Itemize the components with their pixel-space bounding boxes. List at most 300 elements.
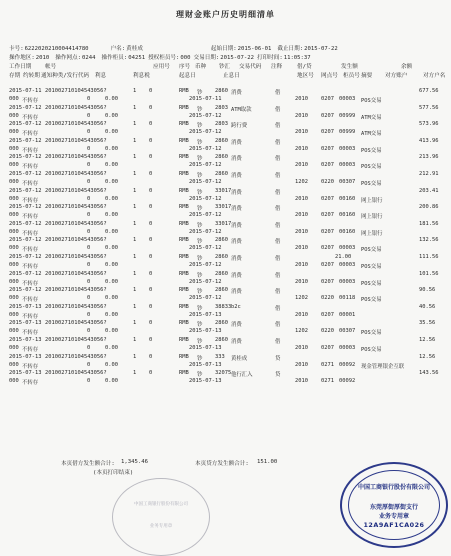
row-line-detail: [9, 362, 449, 370]
cell-bal: 111.56: [419, 253, 439, 260]
teller-label: 操作柜员:: [101, 55, 128, 61]
table-row: [9, 88, 449, 105]
column-header: 工作日期: [9, 64, 32, 70]
cell-note: 他行汇入: [231, 372, 253, 379]
cell-summary: ATM交易: [361, 131, 382, 138]
cell-term: 000: [9, 162, 19, 169]
cell-notice: 不转存: [22, 363, 39, 370]
teller-value: 04251: [128, 55, 146, 61]
region-label: 操作地区:: [9, 55, 35, 61]
cell-code: 32075: [215, 370, 232, 377]
row-line-detail: [9, 345, 449, 353]
cell-ch: 钞: [197, 139, 203, 146]
cell-term: 000: [9, 378, 19, 385]
cell-vdate: 2015-07-12: [189, 162, 222, 169]
row-line-main: [9, 154, 449, 162]
cell-flag: 0: [87, 245, 91, 252]
cell-notice: 不转存: [22, 230, 39, 237]
cell-acct: 201002710104543056?: [45, 336, 107, 343]
cell-code: 2803: [215, 104, 228, 111]
row-line-detail: [9, 96, 449, 104]
cell-term: 000: [9, 295, 19, 302]
cell-ch: 钞: [197, 156, 203, 163]
cell-acct: 201002710104543056?: [45, 170, 107, 177]
column-header: 网点号: [321, 73, 338, 79]
cell-code: 33017: [215, 220, 232, 227]
cell-bal: 143.56: [419, 370, 439, 377]
row-line-main: [9, 337, 449, 345]
cell-teller: 00160: [339, 195, 356, 202]
cell-code: 33017: [215, 187, 232, 194]
cell-date: 2015-07-12: [9, 237, 42, 244]
cell-term: 000: [9, 278, 19, 285]
cell-app: 1: [133, 88, 137, 94]
cell-teller: 00003: [339, 344, 356, 351]
cell-app: 1: [133, 121, 137, 128]
cell-cur: RMB: [179, 237, 189, 244]
seal-code: 12A9AF1CA026: [363, 521, 425, 529]
column-header: 利息: [95, 73, 107, 79]
row-line-main: [9, 271, 449, 279]
column-header: 余额: [401, 64, 413, 70]
cell-app: 1: [133, 370, 137, 377]
table-row: [9, 320, 449, 337]
cell-cur: RMB: [179, 220, 189, 227]
table-row: [9, 121, 449, 138]
cell-note: 消费: [231, 90, 242, 96]
seal-arc-text: 中国工商银行股份有限公司: [357, 484, 430, 491]
cell-summary: POS交易: [361, 147, 382, 154]
cell-vdate: 2015-07-12: [189, 245, 222, 252]
column-header: 约转期: [23, 73, 40, 79]
table-row: [9, 204, 449, 221]
cell-term: 000: [9, 245, 19, 252]
cell-dc: 借: [275, 255, 281, 262]
cell-notice: 不转存: [22, 214, 39, 221]
cell-acct: 201002710104543056?: [45, 287, 107, 294]
region-value: 2010: [35, 55, 50, 61]
cell-branch: 0207: [321, 162, 334, 169]
column-header: 摘要: [361, 73, 373, 79]
cell-interest: 0.00: [105, 295, 118, 302]
column-header-row-2: [9, 71, 449, 79]
header-line-1: [9, 44, 449, 52]
cell-cur: RMB: [179, 353, 189, 360]
cell-branch: 0207: [321, 96, 334, 102]
print-end-note: (本页打印结束): [93, 470, 134, 476]
cell-teller: 00118: [339, 295, 356, 302]
cell-bal: 35.56: [419, 320, 436, 327]
cell-seq: 0: [149, 137, 153, 144]
cell-summary: POS交易: [361, 180, 382, 187]
cell-note: 消费: [231, 222, 242, 229]
row-line-detail: [9, 113, 449, 121]
cell-app: 1: [133, 170, 137, 177]
row-line-detail: [9, 295, 449, 303]
cell-acct: 201002710104543056?: [45, 320, 107, 327]
cell-seq: 0: [149, 220, 153, 227]
cell-dc: 借: [275, 272, 281, 279]
cell-term: 000: [9, 311, 19, 318]
cell-bal: 90.56: [419, 287, 436, 294]
cell-cur: RMB: [179, 170, 189, 177]
document-title: 理财金账户历史明细清单: [176, 10, 275, 19]
seal-branch-name: 东莞厚街厚街支行: [369, 504, 418, 511]
faded-seal-text-bottom: 业务专用章: [149, 524, 173, 529]
row-line-main: [9, 121, 449, 129]
cell-ch: 钞: [197, 338, 203, 345]
cell-interest: 0.00: [105, 344, 118, 351]
cell-dc: 贷: [275, 372, 281, 379]
cell-teller: 00999: [339, 129, 356, 136]
cell-term: 000: [9, 228, 19, 235]
cell-ch: 钞: [197, 239, 203, 246]
cell-dc: 借: [275, 305, 281, 312]
cell-branch: 0207: [321, 195, 334, 202]
cell-flag: 0: [87, 344, 91, 351]
account-name: 黄桂成: [126, 46, 143, 52]
cell-teller: 00307: [339, 178, 356, 185]
row-line-detail: [9, 146, 449, 154]
cell-date: 2015-07-13: [9, 303, 42, 310]
name-label: 户名:: [110, 46, 126, 52]
cell-term: 000: [9, 212, 19, 219]
cell-notice: 不转存: [22, 346, 39, 353]
row-line-detail: [9, 129, 449, 137]
cell-bal: 573.96: [419, 121, 439, 128]
cell-app: 1: [133, 104, 137, 111]
cell-vdate: 2015-07-12: [189, 278, 222, 285]
cell-date: 2015-07-12: [9, 154, 42, 161]
print-label: 打印时间:: [256, 55, 283, 61]
cell-seq: 0: [149, 237, 153, 244]
cell-seq: 0: [149, 353, 153, 360]
cell-date: 2015-07-12: [9, 170, 42, 177]
cell-note: 消费: [231, 156, 242, 163]
cell-seq: 0: [149, 121, 153, 128]
column-header: 交易代码: [239, 64, 262, 70]
cell-term: 000: [9, 112, 19, 119]
cell-cur: RMB: [179, 336, 189, 343]
debit-total-label: 本页借方发生额合计:: [61, 461, 115, 467]
cell-notice: 不转存: [22, 98, 39, 104]
cell-ch: 钞: [197, 90, 203, 96]
credit-total-label: 本页贷方发生额合计:: [195, 461, 249, 467]
cell-interest: 0.00: [105, 261, 118, 268]
cell-region: 2010: [295, 212, 308, 219]
cell-date: 2015-07-12: [9, 187, 42, 194]
column-header: 借/贷: [297, 64, 312, 70]
row-line-main: [9, 221, 449, 229]
cell-ch: 钞: [197, 206, 203, 213]
table-row: [9, 287, 449, 304]
cell-region: 2010: [295, 361, 308, 368]
cell-ch: 钞: [197, 305, 203, 312]
cell-note: 消费: [231, 139, 242, 146]
cell-term: 000: [9, 129, 19, 136]
cell-notice: 不转存: [22, 197, 39, 204]
cell-date: 2015-07-13: [9, 370, 42, 377]
cell-region: 2010: [295, 344, 308, 351]
cell-code: 33017: [215, 204, 232, 211]
cell-region: 1202: [295, 295, 308, 302]
cell-acct: 201002710104543056?: [45, 270, 107, 277]
row-line-main: [9, 370, 449, 378]
cell-ch: 钞: [197, 123, 203, 130]
auth-value: 000: [180, 55, 191, 61]
cell-code: 2860: [215, 170, 228, 177]
cell-region: 2010: [295, 112, 308, 119]
cell-code: 2803: [215, 121, 228, 128]
column-header: 应用号: [153, 64, 170, 70]
cell-teller: 00160: [339, 212, 356, 219]
cell-cur: RMB: [179, 137, 189, 144]
cell-summary: POS交易: [361, 263, 382, 270]
cell-dc: 借: [275, 172, 281, 179]
cell-acct: 201002710104543056?: [45, 104, 107, 111]
cell-acct: 201002710104543056?: [45, 237, 107, 244]
txn-date-value: 2015-07-22: [220, 55, 254, 61]
cell-cur: RMB: [179, 270, 189, 277]
cell-summary: POS交易: [361, 98, 382, 104]
row-line-main: [9, 188, 449, 196]
cell-summary: 现金管理银企互联: [361, 363, 405, 370]
row-line-detail: [9, 279, 449, 287]
row-line-main: [9, 204, 449, 212]
cell-region: 1202: [295, 178, 308, 185]
row-line-detail: [9, 212, 449, 220]
cell-cur: RMB: [179, 121, 189, 128]
cell-notice: 不转存: [22, 114, 39, 121]
cell-dc: 借: [275, 289, 281, 296]
cell-vdate: 2015-07-12: [189, 195, 222, 202]
cell-cur: RMB: [179, 88, 189, 94]
cell-ch: 钞: [197, 222, 203, 229]
cell-notice: 不转存: [22, 263, 39, 270]
cell-seq: 0: [149, 204, 153, 211]
cell-vdate: 2015-07-12: [189, 295, 222, 302]
cell-interest: 0.00: [105, 311, 118, 318]
cell-branch: 0207: [321, 145, 334, 152]
cell-region: 2010: [295, 145, 308, 152]
cell-interest: 0.00: [105, 361, 118, 368]
cell-bal: 577.56: [419, 104, 439, 111]
cell-summary: ATM交易: [361, 114, 382, 121]
cell-bal: 677.56: [419, 88, 439, 94]
cell-vdate: 2015-07-13: [189, 328, 222, 335]
cell-amt: 21.00: [335, 253, 352, 260]
cell-bal: 213.96: [419, 154, 439, 161]
cell-interest: 0.00: [105, 328, 118, 335]
cell-summary: 网上银行: [361, 214, 383, 221]
cell-region: 1202: [295, 328, 308, 335]
cell-dc: 借: [275, 139, 281, 146]
cell-code: 2860: [215, 237, 228, 244]
credit-total-value: 151.00: [257, 459, 278, 465]
row-line-main: [9, 105, 449, 113]
cell-date: 2015-07-12: [9, 253, 42, 260]
cell-code: 2860: [215, 320, 228, 327]
cell-date: 2015-07-13: [9, 320, 42, 327]
auth-label: 授权柜员号:: [148, 55, 180, 61]
cell-code: 2860: [215, 154, 228, 161]
cell-vdate: 2015-07-12: [189, 112, 222, 119]
cell-notice: 不转存: [22, 280, 39, 287]
cell-cur: RMB: [179, 204, 189, 211]
cell-date: 2015-07-12: [9, 204, 42, 211]
row-line-main: [9, 304, 449, 312]
cell-cur: RMB: [179, 320, 189, 327]
cell-date: 2015-07-12: [9, 104, 42, 111]
cell-dc: 借: [275, 206, 281, 213]
cell-code: 2860: [215, 88, 228, 94]
cell-teller: 00003: [339, 278, 356, 285]
cell-flag: 0: [87, 195, 91, 202]
card-number: 6222020210004414780: [24, 46, 89, 52]
row-line-detail: [9, 328, 449, 336]
cell-interest: 0.00: [105, 178, 118, 185]
table-row: [9, 354, 449, 371]
cell-summary: POS交易: [361, 164, 382, 171]
cell-region: 2010: [295, 129, 308, 136]
column-header: 柜员号: [343, 73, 360, 79]
cell-app: 1: [133, 270, 137, 277]
cell-acct: 201002710104543056?: [45, 154, 107, 161]
faded-bank-seal: [112, 478, 210, 556]
cell-notice: 不转存: [22, 164, 39, 171]
cell-notice: 不转存: [22, 330, 39, 337]
column-header: 序号: [179, 64, 191, 70]
row-line-detail: [9, 179, 449, 187]
cell-branch: 0220: [321, 295, 334, 302]
cell-teller: 00999: [339, 112, 356, 119]
cell-code: 38833: [215, 303, 232, 310]
cell-cur: RMB: [179, 104, 189, 111]
row-line-main: [9, 320, 449, 328]
cell-notice: 不转存: [22, 380, 39, 387]
cell-interest: 0.00: [105, 112, 118, 119]
cell-ch: 钞: [197, 189, 203, 196]
faded-seal-text-top: 中国工商银行股份有限公司: [134, 502, 188, 507]
cell-bal: 212.91: [419, 170, 439, 177]
table-row: [9, 105, 449, 122]
cell-term: 000: [9, 261, 19, 268]
cell-bal: 203.41: [419, 187, 439, 194]
cell-vdate: 2015-07-12: [189, 261, 222, 268]
cell-dc: 贷: [275, 355, 281, 362]
cell-flag: 0: [87, 129, 91, 136]
cell-interest: 0.00: [105, 378, 118, 385]
cell-acct: 201002710104543056?: [45, 204, 107, 211]
cell-ch: 钞: [197, 289, 203, 296]
row-line-detail: [9, 245, 449, 253]
column-header: 钞汇: [219, 64, 231, 70]
cell-summary: POS交易: [361, 297, 382, 304]
cell-notice: 不转存: [22, 313, 39, 320]
cell-seq: 0: [149, 187, 153, 194]
cell-note: 消费: [231, 289, 242, 296]
table-row: [9, 171, 449, 188]
cell-dc: 借: [275, 338, 281, 345]
cell-interest: 0.00: [105, 228, 118, 235]
cell-bal: 200.86: [419, 204, 439, 211]
cell-app: 1: [133, 287, 137, 294]
cell-teller: 00001: [339, 311, 356, 318]
row-line-main: [9, 88, 449, 96]
cell-region: 2010: [295, 378, 308, 385]
cell-vdate: 2015-07-13: [189, 344, 222, 351]
cell-vdate: 2015-07-12: [189, 129, 222, 136]
cell-note: 消费: [231, 189, 242, 196]
cell-app: 1: [133, 154, 137, 161]
cell-acct: 201002710104543056?: [45, 253, 107, 260]
cell-seq: 0: [149, 270, 153, 277]
cell-dc: 借: [275, 90, 281, 96]
cell-ch: 钞: [197, 272, 203, 279]
cell-note: 消费: [231, 239, 242, 246]
cell-notice: 不转存: [22, 297, 39, 304]
cell-note: ATM取款: [231, 106, 252, 113]
cell-code: 2860: [215, 253, 228, 260]
cell-bal: 101.56: [419, 270, 439, 277]
cell-term: 000: [9, 195, 19, 202]
cell-dc: 借: [275, 189, 281, 196]
column-header: 通知种类/发行代码: [41, 73, 90, 79]
cell-flag: 0: [87, 178, 91, 185]
cell-bal: 181.56: [419, 220, 439, 227]
cell-seq: 0: [149, 104, 153, 111]
cell-teller: 00003: [339, 145, 356, 152]
cell-teller: 00307: [339, 328, 356, 335]
cell-summary: POS交易: [361, 330, 382, 337]
row-line-main: [9, 254, 449, 262]
cell-app: 1: [133, 204, 137, 211]
cell-seq: 0: [149, 336, 153, 343]
cell-dc: 借: [275, 222, 281, 229]
row-line-main: [9, 171, 449, 179]
cell-interest: 0.00: [105, 212, 118, 219]
cell-interest: 0.00: [105, 195, 118, 202]
print-time: 11:05:37: [283, 55, 311, 61]
cell-notice: 不转存: [22, 147, 39, 154]
cell-note: 黄桂成: [231, 355, 248, 362]
cell-note: 跨行费: [231, 123, 248, 130]
cell-interest: 0.00: [105, 245, 118, 252]
column-header: 发生额: [341, 64, 358, 70]
column-header: 帐号: [45, 64, 57, 70]
cell-note: 消费: [231, 172, 242, 179]
cell-note: 消费: [231, 206, 242, 213]
cell-app: 1: [133, 253, 137, 260]
cell-vdate: 2015-07-12: [189, 178, 222, 185]
cell-region: 2010: [295, 96, 308, 102]
cell-bal: 40.56: [419, 303, 436, 310]
cell-vdate: 2015-07-13: [189, 361, 222, 368]
cell-vdate: 2015-07-12: [189, 228, 222, 235]
cell-teller: 00092: [339, 361, 356, 368]
cell-bal: 132.56: [419, 237, 439, 244]
txn-date-label: 交易日期:: [193, 55, 220, 61]
cell-region: 2010: [295, 195, 308, 202]
cell-app: 1: [133, 320, 137, 327]
column-header: 起息日: [179, 73, 196, 79]
cell-term: 000: [9, 344, 19, 351]
column-header: 止息日: [223, 73, 240, 79]
cell-cur: RMB: [179, 303, 189, 310]
cell-seq: 0: [149, 253, 153, 260]
column-header: 对方账户: [385, 73, 408, 79]
cell-interest: 0.00: [105, 145, 118, 152]
